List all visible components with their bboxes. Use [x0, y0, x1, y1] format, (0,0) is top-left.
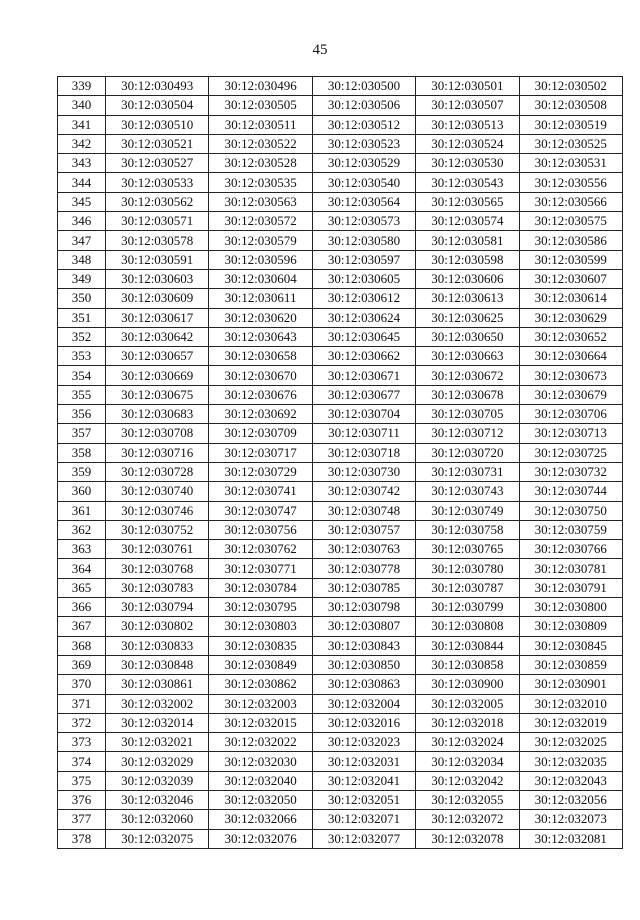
- cadastral-number-cell: 30:12:032015: [209, 713, 312, 732]
- cadastral-number-cell: 30:12:030757: [312, 520, 415, 539]
- cadastral-number-cell: 30:12:030799: [416, 598, 519, 617]
- row-number-cell: 365: [58, 578, 106, 597]
- cadastral-number-cell: 30:12:032023: [312, 733, 415, 752]
- cadastral-number-cell: 30:12:030759: [519, 520, 622, 539]
- cadastral-number-cell: 30:12:032034: [416, 752, 519, 771]
- row-number-cell: 373: [58, 733, 106, 752]
- cadastral-number-cell: 30:12:030717: [209, 443, 312, 462]
- table-row: [58, 115, 623, 134]
- cadastral-number-cell: 30:12:030663: [416, 347, 519, 366]
- table-row: [58, 134, 623, 153]
- cadastral-number-cell: 30:12:030506: [312, 96, 415, 115]
- cadastral-number-cell: 30:12:030522: [209, 134, 312, 153]
- cadastral-number-cell: 30:12:032051: [312, 790, 415, 809]
- row-number-cell: 351: [58, 308, 106, 327]
- cadastral-number-cell: 30:12:030502: [519, 77, 622, 96]
- cadastral-number-cell: 30:12:030676: [209, 385, 312, 404]
- cadastral-number-cell: 30:12:030599: [519, 250, 622, 269]
- cadastral-number-cell: 30:12:030505: [209, 96, 312, 115]
- cadastral-number-cell: 30:12:032035: [519, 752, 622, 771]
- cadastral-number-cell: 30:12:030562: [106, 192, 209, 211]
- cadastral-number-cell: 30:12:030798: [312, 598, 415, 617]
- cadastral-number-cell: 30:12:030565: [416, 192, 519, 211]
- cadastral-number-cell: 30:12:030708: [106, 424, 209, 443]
- cadastral-number-cell: 30:12:030858: [416, 655, 519, 674]
- cadastral-number-cell: 30:12:030513: [416, 115, 519, 134]
- cadastral-number-cell: 30:12:032018: [416, 713, 519, 732]
- table-row: [58, 405, 623, 424]
- cadastral-number-cell: 30:12:030845: [519, 636, 622, 655]
- row-number-cell: 356: [58, 405, 106, 424]
- cadastral-number-cell: 30:12:030683: [106, 405, 209, 424]
- row-number-cell: 376: [58, 790, 106, 809]
- cadastral-number-cell: 30:12:030863: [312, 675, 415, 694]
- cadastral-number-cell: 30:12:030843: [312, 636, 415, 655]
- cadastral-number-cell: 30:12:032029: [106, 752, 209, 771]
- cadastral-number-cell: 30:12:030572: [209, 212, 312, 231]
- cadastral-number-cell: 30:12:030556: [519, 173, 622, 192]
- row-number-cell: 348: [58, 250, 106, 269]
- row-number-cell: 371: [58, 694, 106, 713]
- cadastral-number-cell: 30:12:030617: [106, 308, 209, 327]
- cadastral-number-cell: 30:12:030848: [106, 655, 209, 674]
- row-number-cell: 341: [58, 115, 106, 134]
- cadastral-number-cell: 30:12:032043: [519, 771, 622, 790]
- cadastral-number-cell: 30:12:030803: [209, 617, 312, 636]
- cadastral-number-cell: 30:12:030609: [106, 289, 209, 308]
- cadastral-number-cell: 30:12:030709: [209, 424, 312, 443]
- cadastral-number-cell: 30:12:030766: [519, 540, 622, 559]
- cadastral-number-cell: 30:12:030672: [416, 366, 519, 385]
- cadastral-number-cell: 30:12:030748: [312, 501, 415, 520]
- cadastral-number-cell: 30:12:032019: [519, 713, 622, 732]
- cadastral-number-cell: 30:12:030756: [209, 520, 312, 539]
- cadastral-number-cell: 30:12:032021: [106, 733, 209, 752]
- cadastral-number-cell: 30:12:030603: [106, 269, 209, 288]
- table-row: [58, 250, 623, 269]
- cadastral-number-cell: 30:12:032081: [519, 829, 622, 848]
- cadastral-number-cell: 30:12:030507: [416, 96, 519, 115]
- table-row: [58, 636, 623, 655]
- cadastral-number-cell: 30:12:030833: [106, 636, 209, 655]
- cadastral-number-cell: 30:12:030512: [312, 115, 415, 134]
- table-body: [58, 77, 623, 849]
- row-number-cell: 352: [58, 327, 106, 346]
- cadastral-number-cell: 30:12:032002: [106, 694, 209, 713]
- cadastral-number-cell: 30:12:030671: [312, 366, 415, 385]
- table-row: [58, 771, 623, 790]
- cadastral-number-cell: 30:12:030573: [312, 212, 415, 231]
- cadastral-number-cell: 30:12:030706: [519, 405, 622, 424]
- cadastral-number-cell: 30:12:030752: [106, 520, 209, 539]
- cadastral-number-cell: 30:12:030761: [106, 540, 209, 559]
- cadastral-number-cell: 30:12:030763: [312, 540, 415, 559]
- cadastral-number-cell: 30:12:030664: [519, 347, 622, 366]
- cadastral-number-cell: 30:12:030629: [519, 308, 622, 327]
- table-row: [58, 424, 623, 443]
- cadastral-number-cell: 30:12:032056: [519, 790, 622, 809]
- cadastral-number-cell: 30:12:030535: [209, 173, 312, 192]
- cadastral-number-cell: 30:12:030713: [519, 424, 622, 443]
- cadastral-number-cell: 30:12:032016: [312, 713, 415, 732]
- row-number-cell: 355: [58, 385, 106, 404]
- cadastral-number-cell: 30:12:032046: [106, 790, 209, 809]
- cadastral-number-cell: 30:12:030597: [312, 250, 415, 269]
- cadastral-number-cell: 30:12:032050: [209, 790, 312, 809]
- cadastral-number-cell: 30:12:030731: [416, 462, 519, 481]
- row-number-cell: 359: [58, 462, 106, 481]
- table-row: [58, 520, 623, 539]
- row-number-cell: 368: [58, 636, 106, 655]
- row-number-cell: 342: [58, 134, 106, 153]
- cadastral-number-cell: 30:12:032055: [416, 790, 519, 809]
- cadastral-number-table: [57, 76, 623, 849]
- cadastral-number-cell: 30:12:030521: [106, 134, 209, 153]
- table-row: [58, 713, 623, 732]
- cadastral-number-cell: 30:12:030575: [519, 212, 622, 231]
- cadastral-number-cell: 30:12:030543: [416, 173, 519, 192]
- row-number-cell: 363: [58, 540, 106, 559]
- row-number-cell: 345: [58, 192, 106, 211]
- cadastral-number-cell: 30:12:030540: [312, 173, 415, 192]
- cadastral-number-cell: 30:12:030802: [106, 617, 209, 636]
- cadastral-number-cell: 30:12:032022: [209, 733, 312, 752]
- cadastral-number-cell: 30:12:032076: [209, 829, 312, 848]
- cadastral-number-cell: 30:12:030677: [312, 385, 415, 404]
- cadastral-number-cell: 30:12:030747: [209, 501, 312, 520]
- cadastral-number-cell: 30:12:030794: [106, 598, 209, 617]
- table-row: [58, 212, 623, 231]
- cadastral-number-cell: 30:12:032004: [312, 694, 415, 713]
- table-row: [58, 192, 623, 211]
- cadastral-number-cell: 30:12:030862: [209, 675, 312, 694]
- cadastral-number-cell: 30:12:030679: [519, 385, 622, 404]
- cadastral-number-cell: 30:12:030716: [106, 443, 209, 462]
- table-row: [58, 173, 623, 192]
- table-row: [58, 462, 623, 481]
- cadastral-number-cell: 30:12:030604: [209, 269, 312, 288]
- cadastral-number-cell: 30:12:030835: [209, 636, 312, 655]
- table-row: [58, 77, 623, 96]
- cadastral-number-cell: 30:12:030580: [312, 231, 415, 250]
- row-number-cell: 350: [58, 289, 106, 308]
- cadastral-number-cell: 30:12:030861: [106, 675, 209, 694]
- cadastral-number-cell: 30:12:030530: [416, 154, 519, 173]
- cadastral-number-cell: 30:12:030730: [312, 462, 415, 481]
- row-number-cell: 339: [58, 77, 106, 96]
- table-row: [58, 96, 623, 115]
- cadastral-number-cell: 30:12:030791: [519, 578, 622, 597]
- cadastral-number-cell: 30:12:030529: [312, 154, 415, 173]
- row-number-cell: 362: [58, 520, 106, 539]
- cadastral-number-cell: 30:12:032039: [106, 771, 209, 790]
- cadastral-number-cell: 30:12:030531: [519, 154, 622, 173]
- cadastral-number-cell: 30:12:030606: [416, 269, 519, 288]
- table-row: [58, 385, 623, 404]
- cadastral-number-cell: 30:12:030524: [416, 134, 519, 153]
- cadastral-number-cell: 30:12:030780: [416, 559, 519, 578]
- cadastral-number-cell: 30:12:032060: [106, 810, 209, 829]
- cadastral-number-cell: 30:12:030528: [209, 154, 312, 173]
- cadastral-number-cell: 30:12:032010: [519, 694, 622, 713]
- row-number-cell: 357: [58, 424, 106, 443]
- table-row: [58, 790, 623, 809]
- table-row: [58, 617, 623, 636]
- cadastral-number-cell: 30:12:030807: [312, 617, 415, 636]
- cadastral-number-cell: 30:12:030533: [106, 173, 209, 192]
- cadastral-number-cell: 30:12:030574: [416, 212, 519, 231]
- row-number-cell: 370: [58, 675, 106, 694]
- cadastral-number-cell: 30:12:032030: [209, 752, 312, 771]
- cadastral-number-cell: 30:12:030669: [106, 366, 209, 385]
- cadastral-number-cell: 30:12:030504: [106, 96, 209, 115]
- cadastral-number-cell: 30:12:030740: [106, 482, 209, 501]
- row-number-cell: 364: [58, 559, 106, 578]
- cadastral-number-cell: 30:12:030844: [416, 636, 519, 655]
- cadastral-number-cell: 30:12:030670: [209, 366, 312, 385]
- row-number-cell: 360: [58, 482, 106, 501]
- cadastral-number-cell: 30:12:030771: [209, 559, 312, 578]
- cadastral-number-cell: 30:12:032003: [209, 694, 312, 713]
- cadastral-number-cell: 30:12:032014: [106, 713, 209, 732]
- cadastral-number-cell: 30:12:030784: [209, 578, 312, 597]
- cadastral-number-cell: 30:12:030742: [312, 482, 415, 501]
- table-row: [58, 733, 623, 752]
- row-number-cell: 361: [58, 501, 106, 520]
- cadastral-number-cell: 30:12:030657: [106, 347, 209, 366]
- table-row: [58, 347, 623, 366]
- cadastral-number-cell: 30:12:030527: [106, 154, 209, 173]
- cadastral-number-cell: 30:12:032077: [312, 829, 415, 848]
- table-row: [58, 327, 623, 346]
- table-row: [58, 482, 623, 501]
- table-row: [58, 154, 623, 173]
- table-row: [58, 559, 623, 578]
- row-number-cell: 353: [58, 347, 106, 366]
- cadastral-number-cell: 30:12:030625: [416, 308, 519, 327]
- table-row: [58, 694, 623, 713]
- cadastral-number-cell: 30:12:030578: [106, 231, 209, 250]
- cadastral-number-cell: 30:12:030785: [312, 578, 415, 597]
- cadastral-number-cell: 30:12:030510: [106, 115, 209, 134]
- cadastral-number-cell: 30:12:030725: [519, 443, 622, 462]
- cadastral-number-cell: 30:12:030762: [209, 540, 312, 559]
- cadastral-number-cell: 30:12:030749: [416, 501, 519, 520]
- row-number-cell: 378: [58, 829, 106, 848]
- row-number-cell: 349: [58, 269, 106, 288]
- cadastral-number-cell: 30:12:030849: [209, 655, 312, 674]
- cadastral-number-cell: 30:12:030778: [312, 559, 415, 578]
- cadastral-number-cell: 30:12:030501: [416, 77, 519, 96]
- cadastral-number-cell: 30:12:030765: [416, 540, 519, 559]
- cadastral-number-cell: 30:12:032005: [416, 694, 519, 713]
- table-row: [58, 829, 623, 848]
- cadastral-number-cell: 30:12:032071: [312, 810, 415, 829]
- cadastral-number-cell: 30:12:030768: [106, 559, 209, 578]
- table-row: [58, 598, 623, 617]
- cadastral-number-cell: 30:12:030673: [519, 366, 622, 385]
- cadastral-number-cell: 30:12:030808: [416, 617, 519, 636]
- cadastral-number-cell: 30:12:030500: [312, 77, 415, 96]
- table-row: [58, 810, 623, 829]
- cadastral-number-cell: 30:12:030642: [106, 327, 209, 346]
- cadastral-number-cell: 30:12:030579: [209, 231, 312, 250]
- cadastral-number-cell: 30:12:030612: [312, 289, 415, 308]
- cadastral-number-cell: 30:12:030711: [312, 424, 415, 443]
- cadastral-number-cell: 30:12:030591: [106, 250, 209, 269]
- row-number-cell: 340: [58, 96, 106, 115]
- cadastral-number-cell: 30:12:032073: [519, 810, 622, 829]
- cadastral-number-cell: 30:12:032066: [209, 810, 312, 829]
- cadastral-number-cell: 30:12:032072: [416, 810, 519, 829]
- cadastral-number-cell: 30:12:030729: [209, 462, 312, 481]
- row-number-cell: 346: [58, 212, 106, 231]
- table-row: [58, 443, 623, 462]
- cadastral-number-cell: 30:12:030901: [519, 675, 622, 694]
- row-number-cell: 369: [58, 655, 106, 674]
- cadastral-number-cell: 30:12:030598: [416, 250, 519, 269]
- table-row: [58, 655, 623, 674]
- cadastral-number-cell: 30:12:032031: [312, 752, 415, 771]
- cadastral-number-cell: 30:12:030525: [519, 134, 622, 153]
- cadastral-number-cell: 30:12:030566: [519, 192, 622, 211]
- cadastral-number-cell: 30:12:032040: [209, 771, 312, 790]
- cadastral-number-cell: 30:12:030607: [519, 269, 622, 288]
- cadastral-number-cell: 30:12:030613: [416, 289, 519, 308]
- cadastral-number-cell: 30:12:030620: [209, 308, 312, 327]
- row-number-cell: 354: [58, 366, 106, 385]
- row-number-cell: 344: [58, 173, 106, 192]
- row-number-cell: 343: [58, 154, 106, 173]
- cadastral-number-cell: 30:12:030758: [416, 520, 519, 539]
- table-row: [58, 578, 623, 597]
- cadastral-number-cell: 30:12:030611: [209, 289, 312, 308]
- cadastral-number-cell: 30:12:030511: [209, 115, 312, 134]
- cadastral-number-cell: 30:12:030743: [416, 482, 519, 501]
- table-row: [58, 501, 623, 520]
- cadastral-number-cell: 30:12:032075: [106, 829, 209, 848]
- cadastral-number-cell: 30:12:030741: [209, 482, 312, 501]
- cadastral-number-cell: 30:12:030750: [519, 501, 622, 520]
- cadastral-number-cell: 30:12:030795: [209, 598, 312, 617]
- table-row: [58, 366, 623, 385]
- cadastral-number-cell: 30:12:030564: [312, 192, 415, 211]
- cadastral-number-cell: 30:12:032024: [416, 733, 519, 752]
- table-row: [58, 231, 623, 250]
- row-number-cell: 377: [58, 810, 106, 829]
- cadastral-number-cell: 30:12:030614: [519, 289, 622, 308]
- cadastral-number-cell: 30:12:030645: [312, 327, 415, 346]
- cadastral-number-cell: 30:12:030809: [519, 617, 622, 636]
- cadastral-number-cell: 30:12:030571: [106, 212, 209, 231]
- cadastral-number-cell: 30:12:030704: [312, 405, 415, 424]
- cadastral-number-cell: 30:12:032025: [519, 733, 622, 752]
- cadastral-number-cell: 30:12:030508: [519, 96, 622, 115]
- cadastral-number-cell: 30:12:030744: [519, 482, 622, 501]
- cadastral-number-cell: 30:12:032041: [312, 771, 415, 790]
- cadastral-number-cell: 30:12:030596: [209, 250, 312, 269]
- table-row: [58, 675, 623, 694]
- cadastral-number-cell: 30:12:030519: [519, 115, 622, 134]
- row-number-cell: 358: [58, 443, 106, 462]
- cadastral-number-cell: 30:12:030496: [209, 77, 312, 96]
- cadastral-number-cell: 30:12:030800: [519, 598, 622, 617]
- cadastral-number-cell: 30:12:030675: [106, 385, 209, 404]
- cadastral-number-cell: 30:12:030605: [312, 269, 415, 288]
- row-number-cell: 374: [58, 752, 106, 771]
- cadastral-number-cell: 30:12:032042: [416, 771, 519, 790]
- table-row: [58, 308, 623, 327]
- cadastral-number-cell: 30:12:030662: [312, 347, 415, 366]
- cadastral-number-cell: 30:12:030746: [106, 501, 209, 520]
- row-number-cell: 367: [58, 617, 106, 636]
- cadastral-number-cell: 30:12:030705: [416, 405, 519, 424]
- cadastral-number-cell: 30:12:030781: [519, 559, 622, 578]
- cadastral-number-cell: 30:12:030712: [416, 424, 519, 443]
- cadastral-number-cell: 30:12:030900: [416, 675, 519, 694]
- cadastral-number-cell: 30:12:030728: [106, 462, 209, 481]
- table-row: [58, 269, 623, 288]
- cadastral-number-cell: 30:12:030692: [209, 405, 312, 424]
- table-row: [58, 289, 623, 308]
- cadastral-number-cell: 30:12:030563: [209, 192, 312, 211]
- row-number-cell: 366: [58, 598, 106, 617]
- cadastral-number-cell: 30:12:030718: [312, 443, 415, 462]
- cadastral-number-cell: 30:12:030643: [209, 327, 312, 346]
- cadastral-number-cell: 30:12:030586: [519, 231, 622, 250]
- cadastral-number-cell: 30:12:030624: [312, 308, 415, 327]
- table-row: [58, 752, 623, 771]
- table-row: [58, 540, 623, 559]
- cadastral-number-cell: 30:12:030650: [416, 327, 519, 346]
- cadastral-number-cell: 30:12:030678: [416, 385, 519, 404]
- cadastral-number-cell: 30:12:030859: [519, 655, 622, 674]
- cadastral-number-cell: 30:12:030787: [416, 578, 519, 597]
- page-number: 45: [312, 42, 328, 58]
- row-number-cell: 372: [58, 713, 106, 732]
- cadastral-number-cell: 30:12:030652: [519, 327, 622, 346]
- cadastral-number-cell: 30:12:030732: [519, 462, 622, 481]
- cadastral-number-cell: 30:12:030658: [209, 347, 312, 366]
- row-number-cell: 375: [58, 771, 106, 790]
- cadastral-number-cell: 30:12:030581: [416, 231, 519, 250]
- cadastral-number-cell: 30:12:030493: [106, 77, 209, 96]
- cadastral-number-cell: 30:12:030850: [312, 655, 415, 674]
- row-number-cell: 347: [58, 231, 106, 250]
- cadastral-number-cell: 30:12:030783: [106, 578, 209, 597]
- cadastral-number-cell: 30:12:032078: [416, 829, 519, 848]
- cadastral-number-cell: 30:12:030523: [312, 134, 415, 153]
- cadastral-number-cell: 30:12:030720: [416, 443, 519, 462]
